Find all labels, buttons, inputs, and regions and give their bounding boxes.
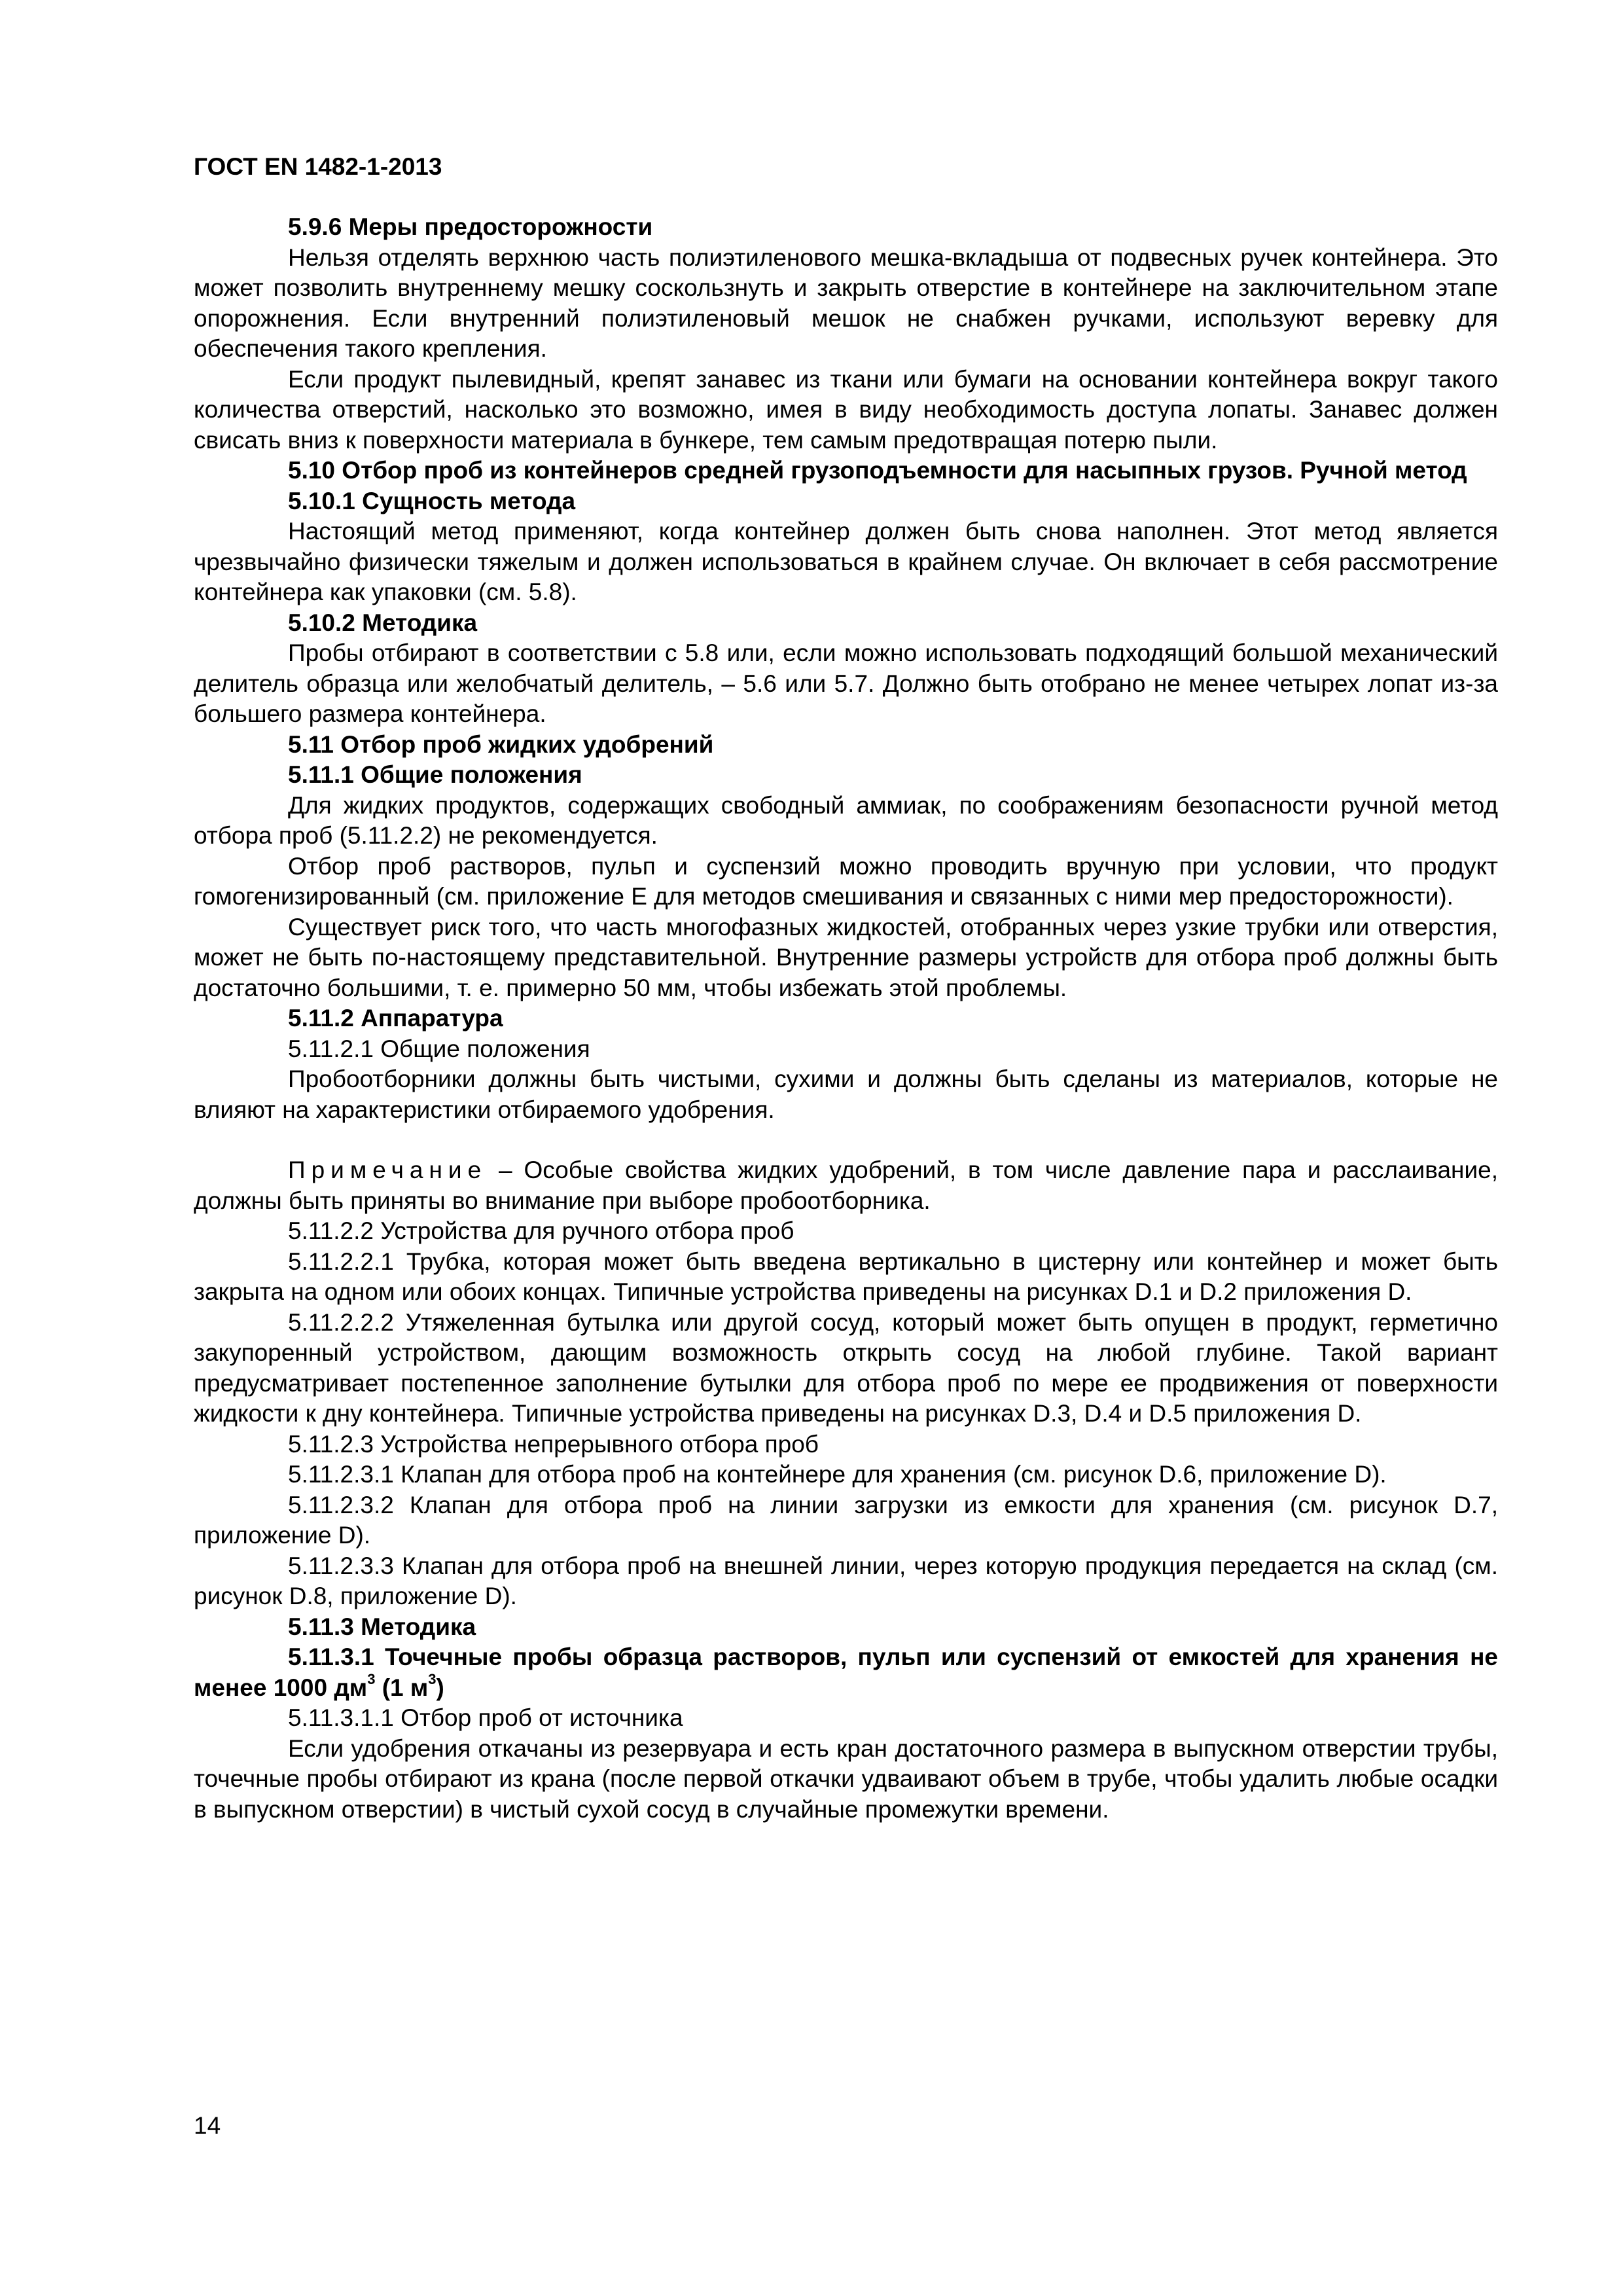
page-content <box>194 212 1498 1825</box>
paragraph: Настоящий метод применяют, когда контейнер должен быть снова наполнен. Этот метод является чрезвычайно физически тяжелым и должен использоваться в крайнем случае. Он включает в себя рассмотрение контейнера как упаковки (см. 5.8). <box>194 518 1498 605</box>
note-text: – Особые свойства жидких удобрений, в том числе давление пара и расслаивание, должны быть приняты во внимание при выборе пробоотборника. <box>194 1157 1498 1214</box>
subsection-heading: 5.11.2.1 Общие положения <box>288 1035 590 1062</box>
section-heading: 5.10.2 Методика <box>288 609 478 636</box>
paragraph: Пробоотборники должны быть чистыми, сухими и должны быть сделаны из материалов, которые не влияют на характеристики отбираемого удобрения. <box>194 1066 1498 1123</box>
paragraph: 5.11.2.2.2 Утяжеленная бутылка или другой сосуд, который может быть опущен в продукт, герметично закупоренный устройством, дающим возможность открыть сосуд на любой глубине. Такой вариант предусматривает постепенное заполнение бутылки для отбора проб по мере ее продвижения от поверхности жидкости к дну контейнера. Типичные устройства приведены на рисунках D.3, D.4 и D.5 приложения D. <box>194 1308 1498 1427</box>
subsection-heading: 5.11.2.3 Устройства непрерывного отбора проб <box>288 1430 819 1458</box>
note-label: Примечание <box>288 1157 488 1183</box>
section-heading: 5.11.1 Общие положения <box>288 761 582 788</box>
document-header: ГОСТ EN 1482-1-2013 <box>194 153 442 180</box>
section-heading: 5.10 Отбор проб из контейнеров средней грузоподъемности для насыпных грузов. Ручной метод <box>288 457 1467 484</box>
note-paragraph <box>194 1155 1498 1216</box>
paragraph: Если продукт пылевидный, крепят занавес из ткани или бумаги на основании контейнера вокруг такого количества отверстий, насколько это возможно, имея в виду необходимость доступа лопаты. Занавес должен свисать вниз к поверхности материала в бункере, тем самым предотвращая потерю пыли. <box>194 365 1498 454</box>
paragraph: Нельзя отделять верхнюю часть полиэтиленового мешка-вкладыша от подвесных ручек контейнера. Это может позволить внутреннему мешку соскользнуть и закрыть отверстие в контейнере на заключительном этапе опорожнения. Если внутренний полиэтиленовый мешок не снабжен ручками, используют веревку для обеспечения такого крепления. <box>194 243 1498 362</box>
paragraph: Пробы отбирают в соответствии с 5.8 или, если можно использовать подходящий большой механический делитель образца или желобчатый делитель, – 5.6 или 5.7. Должно быть отобрано не менее четырех лопат из-за большего размера контейнера. <box>194 639 1498 727</box>
section-heading: 5.9.6 Меры предосторожности <box>288 213 653 240</box>
paragraph: Если удобрения откачаны из резервуара и есть кран достаточного размера в выпускном отверстии трубы, точечные пробы отбирают из крана (после первой откачки удваивают объем в трубе, чтобы удалить любые осадки в выпускном отверстии) в чистый сухой сосуд в случайные промежутки времени. <box>194 1734 1498 1823</box>
section-heading: 5.10.1 Сущность метода <box>288 487 576 514</box>
section-heading: 5.11.3 Методика <box>288 1613 476 1640</box>
subsection-heading: 5.11.2.2 Устройства для ручного отбора проб <box>288 1217 794 1244</box>
paragraph: 5.11.2.3.3 Клапан для отбора проб на внешней линии, через которую продукция передается на склад (см. рисунок D.8, приложение D). <box>194 1552 1498 1609</box>
subsection-heading: 5.11.3.1.1 Отбор проб от источника <box>288 1704 683 1731</box>
section-heading: 5.11.3.1 Точечные пробы образца растворов, пульп или суспензий от емкостей для хранения не менее 1000 $дм^3$ (1 $м^3$) <box>194 1643 1498 1701</box>
paragraph: Для жидких продуктов, содержащих свободный аммиак, по соображениям безопасности ручной метод отбора проб (5.11.2.2) не рекомендуется. <box>194 791 1498 849</box>
page-number: 14 <box>194 2112 221 2139</box>
section-heading: 5.11.2 Аппаратура <box>288 1005 503 1031</box>
section-heading: 5.11 Отбор проб жидких удобрений <box>288 730 714 758</box>
paragraph: Существует риск того, что часть многофазных жидкостей, отобранных через узкие трубки или отверстия, может не быть по-настоящему представительной. Внутренние размеры устройств для отбора проб должны быть достаточно большими, т. е. примерно 50 мм, чтобы избежать этой проблемы. <box>194 913 1498 1001</box>
paragraph: 5.11.2.3.1 Клапан для отбора проб на контейнере для хранения (см. рисунок D.6, приложение D). <box>288 1461 1387 1488</box>
paragraph: 5.11.2.3.2 Клапан для отбора проб на линии загрузки из емкости для хранения (см. рисунок D.7, приложение D). <box>194 1491 1498 1549</box>
paragraph: 5.11.2.2.1 Трубка, которая может быть введена вертикально в цистерну или контейнер и может быть закрыта на одном или обоих концах. Типичные устройства приведены на рисунках D.1 и D.2 приложения D. <box>194 1247 1498 1305</box>
paragraph: Отбор проб растворов, пульп и суспензий можно проводить вручную при условии, что продукт гомогенизированный (см. приложение Е для методов смешивания и связанных с ними мер предосторожности). <box>194 852 1498 910</box>
